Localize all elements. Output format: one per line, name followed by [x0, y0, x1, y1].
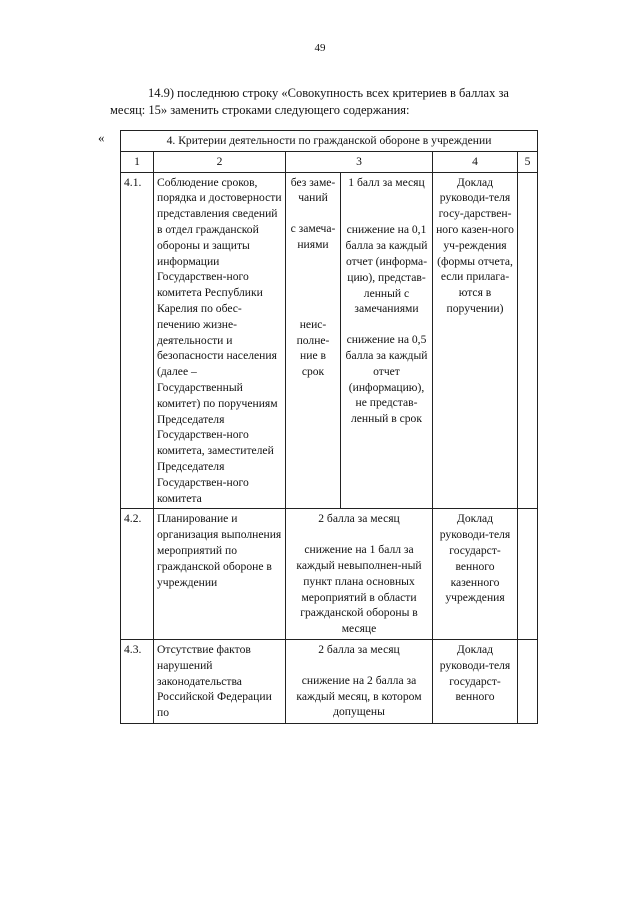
condition-label: с замеча-ниями [290, 222, 336, 251]
criteria-table [120, 130, 538, 724]
col5-cell [518, 172, 538, 509]
col-number-5: 5 [518, 151, 538, 172]
criterion-text: Соблюдение сроков, порядка и достоверности представления сведений в отдел гражданской обороны и защиты информации Государствен-ного комитета Республики Карелия по обес-печению жизне-деятельности и безопасности населения (далее – Государственный комитет) по поручениям Председателя Государствен-ного комитета, заместителей Председателя Государствен-ного комитета [154, 172, 286, 509]
col-number-2: 2 [154, 151, 286, 172]
table-row [121, 639, 538, 723]
open-quote: « [98, 130, 105, 145]
condition-score: снижение на 0,1 балла за каждый отчет (информа-цию), представ-ленный с замечаниями [345, 223, 428, 316]
score-reduction: снижение на 1 балл за каждый невыполнен-ный пункт плана основных мероприятий в области гражданской обороны в месяце [296, 543, 422, 636]
col-number-1: 1 [121, 151, 154, 172]
table-row [121, 509, 538, 640]
page-number: 49 [314, 42, 326, 54]
condition-scores [341, 172, 433, 509]
source-text: Доклад руководи-теля госу-дарствен-ного казен-ного уч-реждения (формы отчета, если прилага-ются в поручении) [433, 172, 518, 509]
score-reduction: снижение на 2 балла за каждый месяц, в котором допущены [296, 673, 422, 719]
row-number: 4.3. [121, 639, 154, 723]
score-cell [286, 509, 433, 640]
row-number: 4.1. [121, 172, 154, 509]
condition-label: без заме-чаний [290, 175, 336, 205]
col-number-4: 4 [433, 151, 518, 172]
intro-line-2: месяц: 15» заменить строками следующего содержания: [110, 103, 410, 117]
criterion-text: Отсутствие фактов нарушений законодательства Российской Федерации по [154, 639, 286, 723]
col5-cell [518, 509, 538, 640]
criterion-text: Планирование и организация выполнения мероприятий по гражданской обороне в учреждении [154, 509, 286, 640]
condition-label: неис-полне-ние в срок [296, 317, 330, 379]
intro-paragraph [110, 85, 570, 119]
score-main: 2 балла за месяц [318, 512, 400, 526]
intro-line-1: 14.9) последнюю строку «Совокупность всех критериев в баллах за [148, 86, 509, 100]
row-number: 4.2. [121, 509, 154, 640]
col-number-3: 3 [286, 151, 433, 172]
condition-score: снижение на 0,5 балла за каждый отчет (информацию), не представ-ленный в срок [345, 333, 428, 426]
score-main: 2 балла за месяц [318, 642, 400, 656]
score-cell [286, 639, 433, 723]
source-text: Доклад руководи-теля государст-венного казенного учреждения [433, 509, 518, 640]
source-text: Доклад руководи-теля государст-венного [433, 639, 518, 723]
section-title: 4. Критерии деятельности по гражданской обороне в учреждении [121, 131, 538, 152]
col5-cell [518, 639, 538, 723]
table-row [121, 172, 538, 509]
condition-labels [286, 172, 341, 509]
column-number-row [121, 151, 538, 172]
condition-score: 1 балл за месяц [348, 175, 425, 189]
